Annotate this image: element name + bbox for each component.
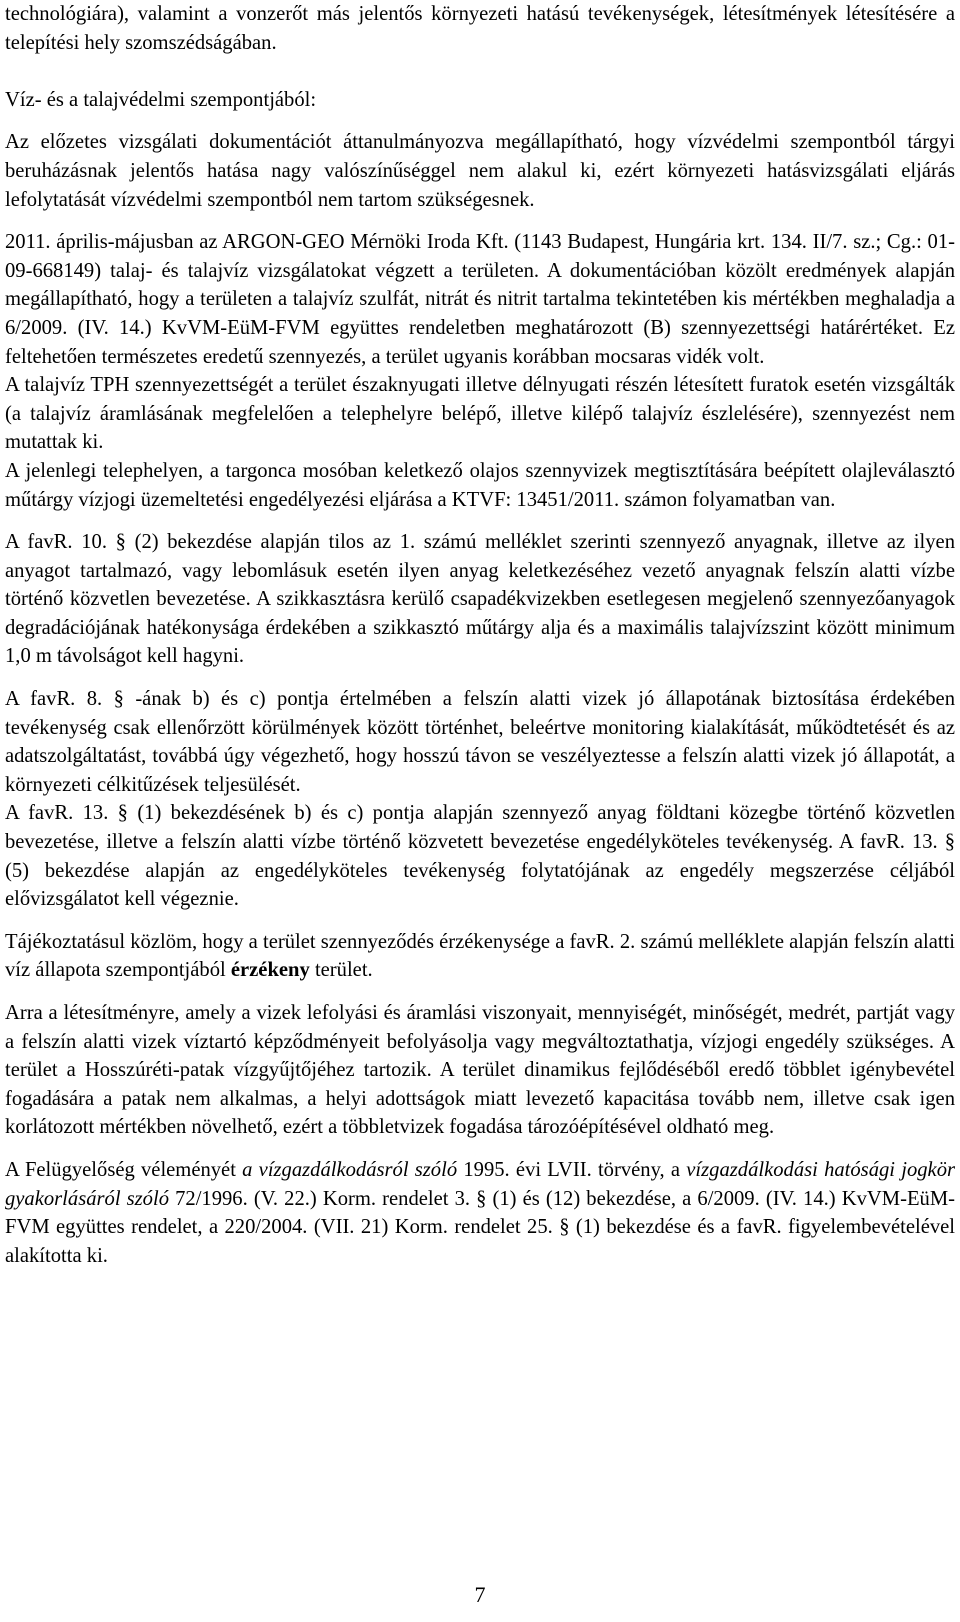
- spacer: [5, 114, 955, 128]
- section-heading: Víz- és a talajvédelmi szempontjából:: [5, 88, 317, 111]
- page-number: 7: [474, 1582, 486, 1607]
- spacer: [5, 985, 955, 999]
- info-text-end: terület.: [309, 959, 373, 982]
- favr10-paragraph: A favR. 10. § (2) bekezdése alapján tilos az 1. számú melléklet szerinti szennyező anyagnak, illetve az ilyen anyagot tartalmazó, vagy lebomlásuk esetén ilyen anyag keletkezéséhez vezető anyagnak felszín alatti vízbe történő közvetlen bevezetése. A szikkasztásra kerülő csapadékvizekben esetlegesen megjelenő szennyezőanyagok degradációjának hatékonysága érdekében a szikkasztó műtárgy alja és a maximális talajvízszint között minimum 1,0 m távolságot kell hagyni.: [5, 531, 955, 668]
- spacer: [5, 214, 955, 228]
- final-law-title: a vízgazdálkodásról szóló: [242, 1158, 458, 1181]
- info-bold-term: érzékeny: [230, 959, 310, 982]
- spacer: [5, 514, 955, 528]
- intro-paragraph: technológiára), valamint a vonzerőt más jelentős környezeti hatású tevékenységek, létesítmények létesítésére a telepítési hely szomszédságában.: [5, 3, 955, 54]
- document-body: [5, 0, 955, 1270]
- spacer: [5, 671, 955, 685]
- final-decree-title: vízgazdálkodási hatósági jogkör gyakorlásáról szóló: [5, 1158, 956, 1210]
- final-paragraph: [5, 1156, 955, 1270]
- final-text-2: 1995. évi LVII. törvény, a: [457, 1158, 687, 1181]
- prelim-paragraph: Az előzetes vizsgálati dokumentációt áttanulmányozva megállapítható, hogy vízvédelmi szempontból tárgyi beruházásnak jelentős hatása nagy valószínűséggel nem alakul ki, ezért környezeti hatásvizsgálati eljárás lefolytatását vízvédelmi szempontból nem tartom szükségesnek.: [5, 131, 955, 211]
- final-text-1: A Felügyelőség véleményét: [5, 1158, 243, 1181]
- spacer: [5, 57, 955, 86]
- favr8-paragraph: A favR. 8. § -ának b) és c) pontja értelmében a felszín alatti vizek jó állapotának biztosítása érdekében tevékenység csak ellenőrzött körülmények között történhet, beleértve monitoring kialakítását, működtetését és az adatszolgáltatást, továbbá úgy végezhető, hogy hosszú távon se veszélyeztesse a felszín alatti vizek jó állapotát, a környezeti célkitűzések teljesülését.: [5, 688, 955, 796]
- targonca-paragraph: A jelenlegi telephelyen, a targonca mosóban keletkező olajos szennyvizek megtisztítására beépített olajleválasztó műtárgy vízjogi üzemeltetési engedélyezési eljárása a KTVF: 13451/2011. számon folyamatban van.: [5, 459, 955, 511]
- favr13-paragraph: A favR. 13. § (1) bekezdésének b) és c) pontja alapján szennyező anyag földtani közegbe történő közvetlen bevezetése, illetve a felszín alatti vízbe történő közvetett bevezetése engedélyköteles tevékenység. A favR. 13. § (5) bekezdése alapján az engedélyköteles tevékenység folytatójának az engedély megszerzése céljából elővizsgálatot kell végeznie.: [5, 802, 955, 911]
- info-paragraph: [5, 928, 955, 985]
- spacer: [5, 1142, 955, 1156]
- tph-paragraph: A talajvíz TPH szennyezettségét a terület északnyugati illetve délnyugati részén létesített furatok esetén vizsgálták (a talajvíz áramlásának megfelelően a telephelyre belépő, illetve kilépő talajvíz észlelésére), szennyezést nem mutattak ki.: [5, 374, 955, 454]
- info-text-start: Tájékoztatásul közlöm, hogy a terület szennyeződés érzékenysége a favR. 2. számú melléklete alapján felszín alatti víz állapota szempontjából: [5, 930, 955, 982]
- arra-paragraph: Arra a létesítményre, amely a vizek lefolyási és áramlási viszonyait, mennyiségét, minőségét, medrét, partját vagy a felszín alatti vizek víztartó képződményeit befolyásolja vagy megváltoztathatja, vízjogi engedély szükséges. A terület a Hosszúréti-patak vízgyűjtőjéhez tartozik. A terület dinamikus fejlődéséből eredő többlet igénybevétel fogadására a patak nem alkalmas, a helyi adottságok miatt levezető kapacitása tovább nem, illetve csak igen korlátozott mértékben növelhető, ezért a többletvizek fogadása tározóépítésével oldható meg.: [5, 1002, 955, 1139]
- argon-paragraph: 2011. április-májusban az ARGON-GEO Mérnöki Iroda Kft. (1143 Budapest, Hungária krt. 134. II/7. sz.; Cg.: 01-09-668149) talaj- és talajvíz vizsgálatokat végzett a területen. A dokumentációban közölt eredmények alapján megállapítható, hogy a területen a talajvíz szulfát, nitrát és nitrit tartalma tekintetében kis mértékben meghaladja a 6/2009. (IV. 14.) KvVM-EüM-FVM együttes rendeletben meghatározott (B) szennyezettségi határértéket. Ez feltehetően természetes eredetű szennyezés, a terület ugyanis korábban mocsaras vidék volt.: [5, 231, 955, 368]
- spacer: [5, 914, 955, 928]
- final-text-3: 72/1996. (V. 22.) Korm. rendelet 3. § (1) és (12) bekezdése, a 6/2009. (IV. 14.) KvVM-EüM-FVM együttes rendelet, a 220/2004. (VII. 21) Korm. rendelet 25. § (1) bekezdése és a favR. figyelembevételével alakította ki.: [5, 1187, 955, 1267]
